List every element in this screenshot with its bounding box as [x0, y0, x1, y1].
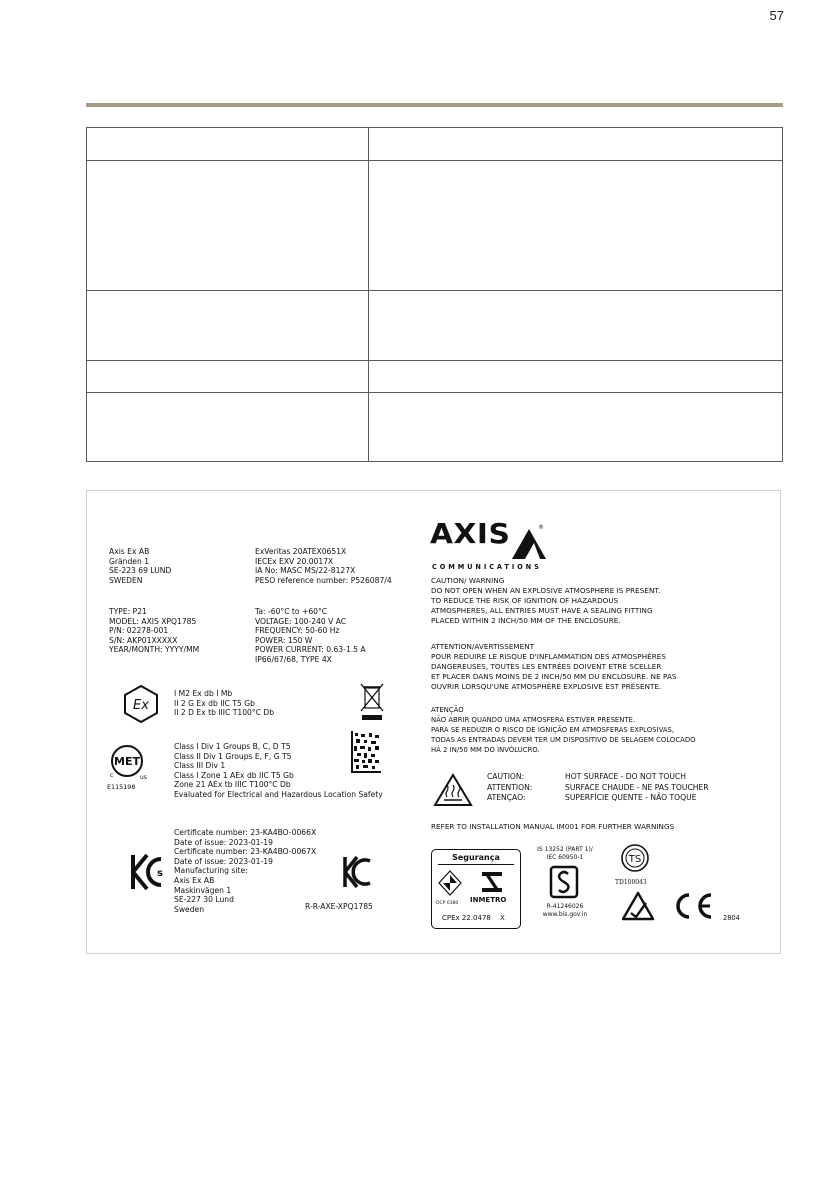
text-line: Manufacturing site:	[174, 866, 248, 876]
ts-mark-icon	[620, 843, 650, 873]
text-line: NÃO ABRIR QUANDO UMA ATMOSFERA ESTIVER PRESENTE.	[431, 716, 636, 725]
text-line: R-41246026	[546, 903, 584, 910]
text-line: TO REDUCE THE RISK OF IGNITION OF HAZARDOUS	[431, 596, 619, 606]
table-cell	[369, 128, 783, 161]
weee-bin-icon	[357, 681, 387, 723]
hot-surface-warnings	[487, 772, 709, 804]
warning-key: ATENÇAO:	[487, 793, 526, 803]
met-logo-icon	[107, 741, 151, 787]
ce-notified-body: 2804	[723, 914, 740, 922]
electrical-ratings	[255, 607, 366, 665]
text-line: PLACED WITHIN 2 INCH/50 MM OF THE ENCLOSURE.	[431, 616, 621, 626]
header-rule	[86, 103, 783, 107]
table-cell	[87, 161, 369, 291]
text-line: POUR RÉDUIRE LE RISQUE D'INFLAMMATION DES ATMOSPHÈRES	[431, 652, 666, 662]
manufacturer-address	[109, 547, 171, 585]
text-line: CAUTION/ WARNING	[431, 576, 505, 585]
table-row	[87, 393, 783, 462]
text-line: Evaluated for Electrical and Hazardous Location Safety	[174, 789, 383, 799]
inmetro-certification-box	[431, 849, 521, 929]
inmetro-code: CPEx 22.0478	[442, 914, 491, 922]
ts-code: TD100043	[615, 879, 647, 886]
inmetro-x: X	[500, 914, 505, 922]
text-line: ET PLACER DANS MOINS DE 2 INCH/50 MM DU ENCLOSURE. NE PAS	[431, 672, 677, 682]
text-line: IECEx EXV 20.0017X	[255, 556, 334, 566]
text-line: IA No: MASC MS/22-8127X	[255, 566, 356, 576]
text-line: P/N: 02278-001	[109, 626, 169, 636]
axis-logo-text: AXIS	[430, 517, 511, 550]
axis-tagline: COMMUNICATIONS	[432, 563, 542, 571]
caution-french	[431, 642, 677, 692]
text-line: Axis Ex AB	[174, 875, 215, 885]
text-line: VOLTAGE: 100-240 V AC	[255, 616, 347, 626]
text-line: www.bis.gov.in	[542, 910, 588, 918]
text-line: YEAR/MONTH: YYYY/MM	[109, 645, 200, 655]
warning-key: CAUTION:	[487, 772, 525, 781]
atex-marking	[174, 689, 274, 718]
table-cell	[369, 161, 783, 291]
text-line: TODAS AS ENTRADAS DEVEM TER UM DISPOSITIVO DE SELAGEM COLOCADO	[431, 736, 696, 745]
text-line: SE-227 30 Lund	[174, 895, 234, 905]
table-cell	[87, 291, 369, 361]
certificate-numbers	[255, 547, 392, 585]
text-line: Class II Div 1 Groups E, F, G T5	[174, 751, 292, 761]
inmetro-brand: INMETRO	[470, 896, 507, 904]
inmetro-i-icon	[480, 870, 504, 894]
bis-mark-icon	[549, 865, 579, 899]
text-line: IS 13252 (PART 1)/	[537, 846, 593, 853]
table-cell	[87, 393, 369, 462]
text-line: ATTENTION/AVERTISSEMENT	[431, 642, 535, 651]
table-row	[87, 161, 783, 291]
table-row	[87, 128, 783, 161]
text-line: FREQUENCY: 50-60 Hz	[255, 626, 340, 636]
installation-reference: REFER TO INSTALLATION MANUAL IM001 FOR FURTHER WARNINGS	[431, 822, 675, 831]
text-line: Date of issue: 2023-01-19	[174, 837, 273, 847]
warning-value: SUPERFÍCIE QUENTE - NÃO TOQUE	[565, 793, 697, 803]
kc-registration-code: R-R-AXE-XPQ1785	[305, 902, 373, 911]
text-line: POWER: 150 W	[255, 635, 313, 645]
table-cell	[369, 393, 783, 462]
met-logo-us: us	[140, 774, 147, 781]
ts-mark-text: TS	[628, 854, 642, 865]
caution-portuguese	[431, 705, 696, 755]
table-row	[87, 361, 783, 393]
text-line: Ta: -60°C to +60°C	[255, 607, 328, 616]
text-line: TYPE: P21	[109, 607, 147, 616]
svg-text:Ex: Ex	[133, 698, 149, 713]
text-line: Maskinvägen 1	[174, 885, 232, 895]
text-line: SE-223 69 LUND	[109, 566, 172, 576]
table-cell	[369, 361, 783, 393]
text-line: DANGEREUSES, TOUTES LES ENTRÉES DOIVENT ETRE SCELLER	[431, 662, 662, 672]
kcs-certificate-info	[174, 828, 316, 914]
trademark-symbol: ®	[538, 524, 544, 531]
text-line: IP66/67/68, TYPE 4X	[255, 654, 332, 664]
text-line: DO NOT OPEN WHEN AN EXPLOSIVE ATMOSPHERE IS PRESENT.	[431, 586, 661, 596]
text-line: Sweden	[174, 904, 205, 914]
kc-mark-icon	[340, 853, 374, 891]
product-info	[109, 607, 199, 655]
text-line: ATMOSPHERES, ALL ENTRIES MUST HAVE A SEALING FITTING	[431, 606, 653, 616]
bis-standard	[533, 846, 597, 861]
text-line: Certificate number: 23-KA4BO-0066X	[174, 828, 317, 837]
inmetro-title: Segurança	[452, 853, 500, 862]
table-cell	[369, 291, 783, 361]
hot-surface-warning-icon	[433, 773, 473, 807]
text-line: Certificate number: 23-KA4BO-0067X	[174, 847, 317, 857]
inmetro-ocp: OCP 0180	[436, 901, 459, 906]
table-cell	[87, 361, 369, 393]
ocp-diamond-icon	[438, 870, 462, 896]
text-line: Class I Div 1 Groups B, C, D T5	[174, 742, 291, 751]
ex-hexagon-icon	[123, 685, 159, 723]
table-row	[87, 291, 783, 361]
text-line: II 2 G Ex db IIC T5 Gb	[174, 698, 255, 708]
text-line: Class I Zone 1 AEx db IIC T5 Gb	[174, 770, 294, 780]
warning-row	[487, 783, 709, 794]
text-line: Zone 21 AEx tb IIIC T100°C Db	[174, 780, 291, 790]
text-line: IEC 60950-1	[546, 853, 584, 861]
warning-value: HOT SURFACE - DO NOT TOUCH	[565, 772, 686, 781]
text-line: OUVRIR LORSQU'UNE ATMOSPHÈRE EXPLOSIVE EST PRÉSENTE.	[431, 682, 662, 692]
met-file-number: E115198	[107, 783, 136, 791]
text-line: Axis Ex AB	[109, 547, 150, 556]
text-line: MODEL: AXIS XPQ1785	[109, 616, 197, 626]
spec-table	[86, 127, 783, 462]
text-line: Class III Div 1	[174, 761, 226, 771]
product-label-image	[86, 490, 781, 954]
warning-value: SURFACE CHAUDE - NE PAS TOUCHER	[565, 782, 709, 792]
svg-text:s: s	[157, 868, 163, 879]
text-line: II 2 D Ex tb IIIC T100°C Db	[174, 708, 275, 718]
text-line: Gränden 1	[109, 556, 150, 566]
table-cell	[87, 128, 369, 161]
kcs-mark-icon	[127, 849, 169, 895]
warning-row	[487, 793, 709, 804]
text-line: POWER CURRENT: 0.63-1.5 A	[255, 645, 366, 655]
text-line: Date of issue: 2023-01-19	[174, 856, 273, 866]
text-line: HÁ 2 IN/50 MM DO INVÓLUCRO.	[431, 746, 540, 755]
text-line: PESO reference number: P526087/4	[255, 575, 392, 585]
text-line: SWEDEN	[109, 575, 143, 585]
warning-row	[487, 772, 709, 783]
warning-key: ATTENTION:	[487, 782, 533, 792]
datamatrix-code-icon	[351, 731, 381, 773]
text-line: I M2 Ex db I Mb	[174, 689, 233, 698]
text-line: ATENÇÃO	[431, 706, 464, 714]
text-line: ExVeritas 20ATEX0651X	[255, 547, 347, 556]
bis-registration	[533, 903, 597, 918]
met-logo-text: MET	[114, 755, 140, 768]
page-number: 57	[769, 8, 784, 23]
caution-english	[431, 576, 660, 626]
met-logo-c: c	[110, 772, 114, 779]
text-line: S/N: AKP01XXXXX	[109, 635, 178, 645]
rcm-mark-icon	[621, 891, 655, 925]
text-line: PARA SE REDUZIR O RISCO DE IGNIÇÃO EM ATMOSFERAS EXPLOSIVAS,	[431, 726, 675, 735]
ce-mark-icon	[671, 891, 715, 921]
